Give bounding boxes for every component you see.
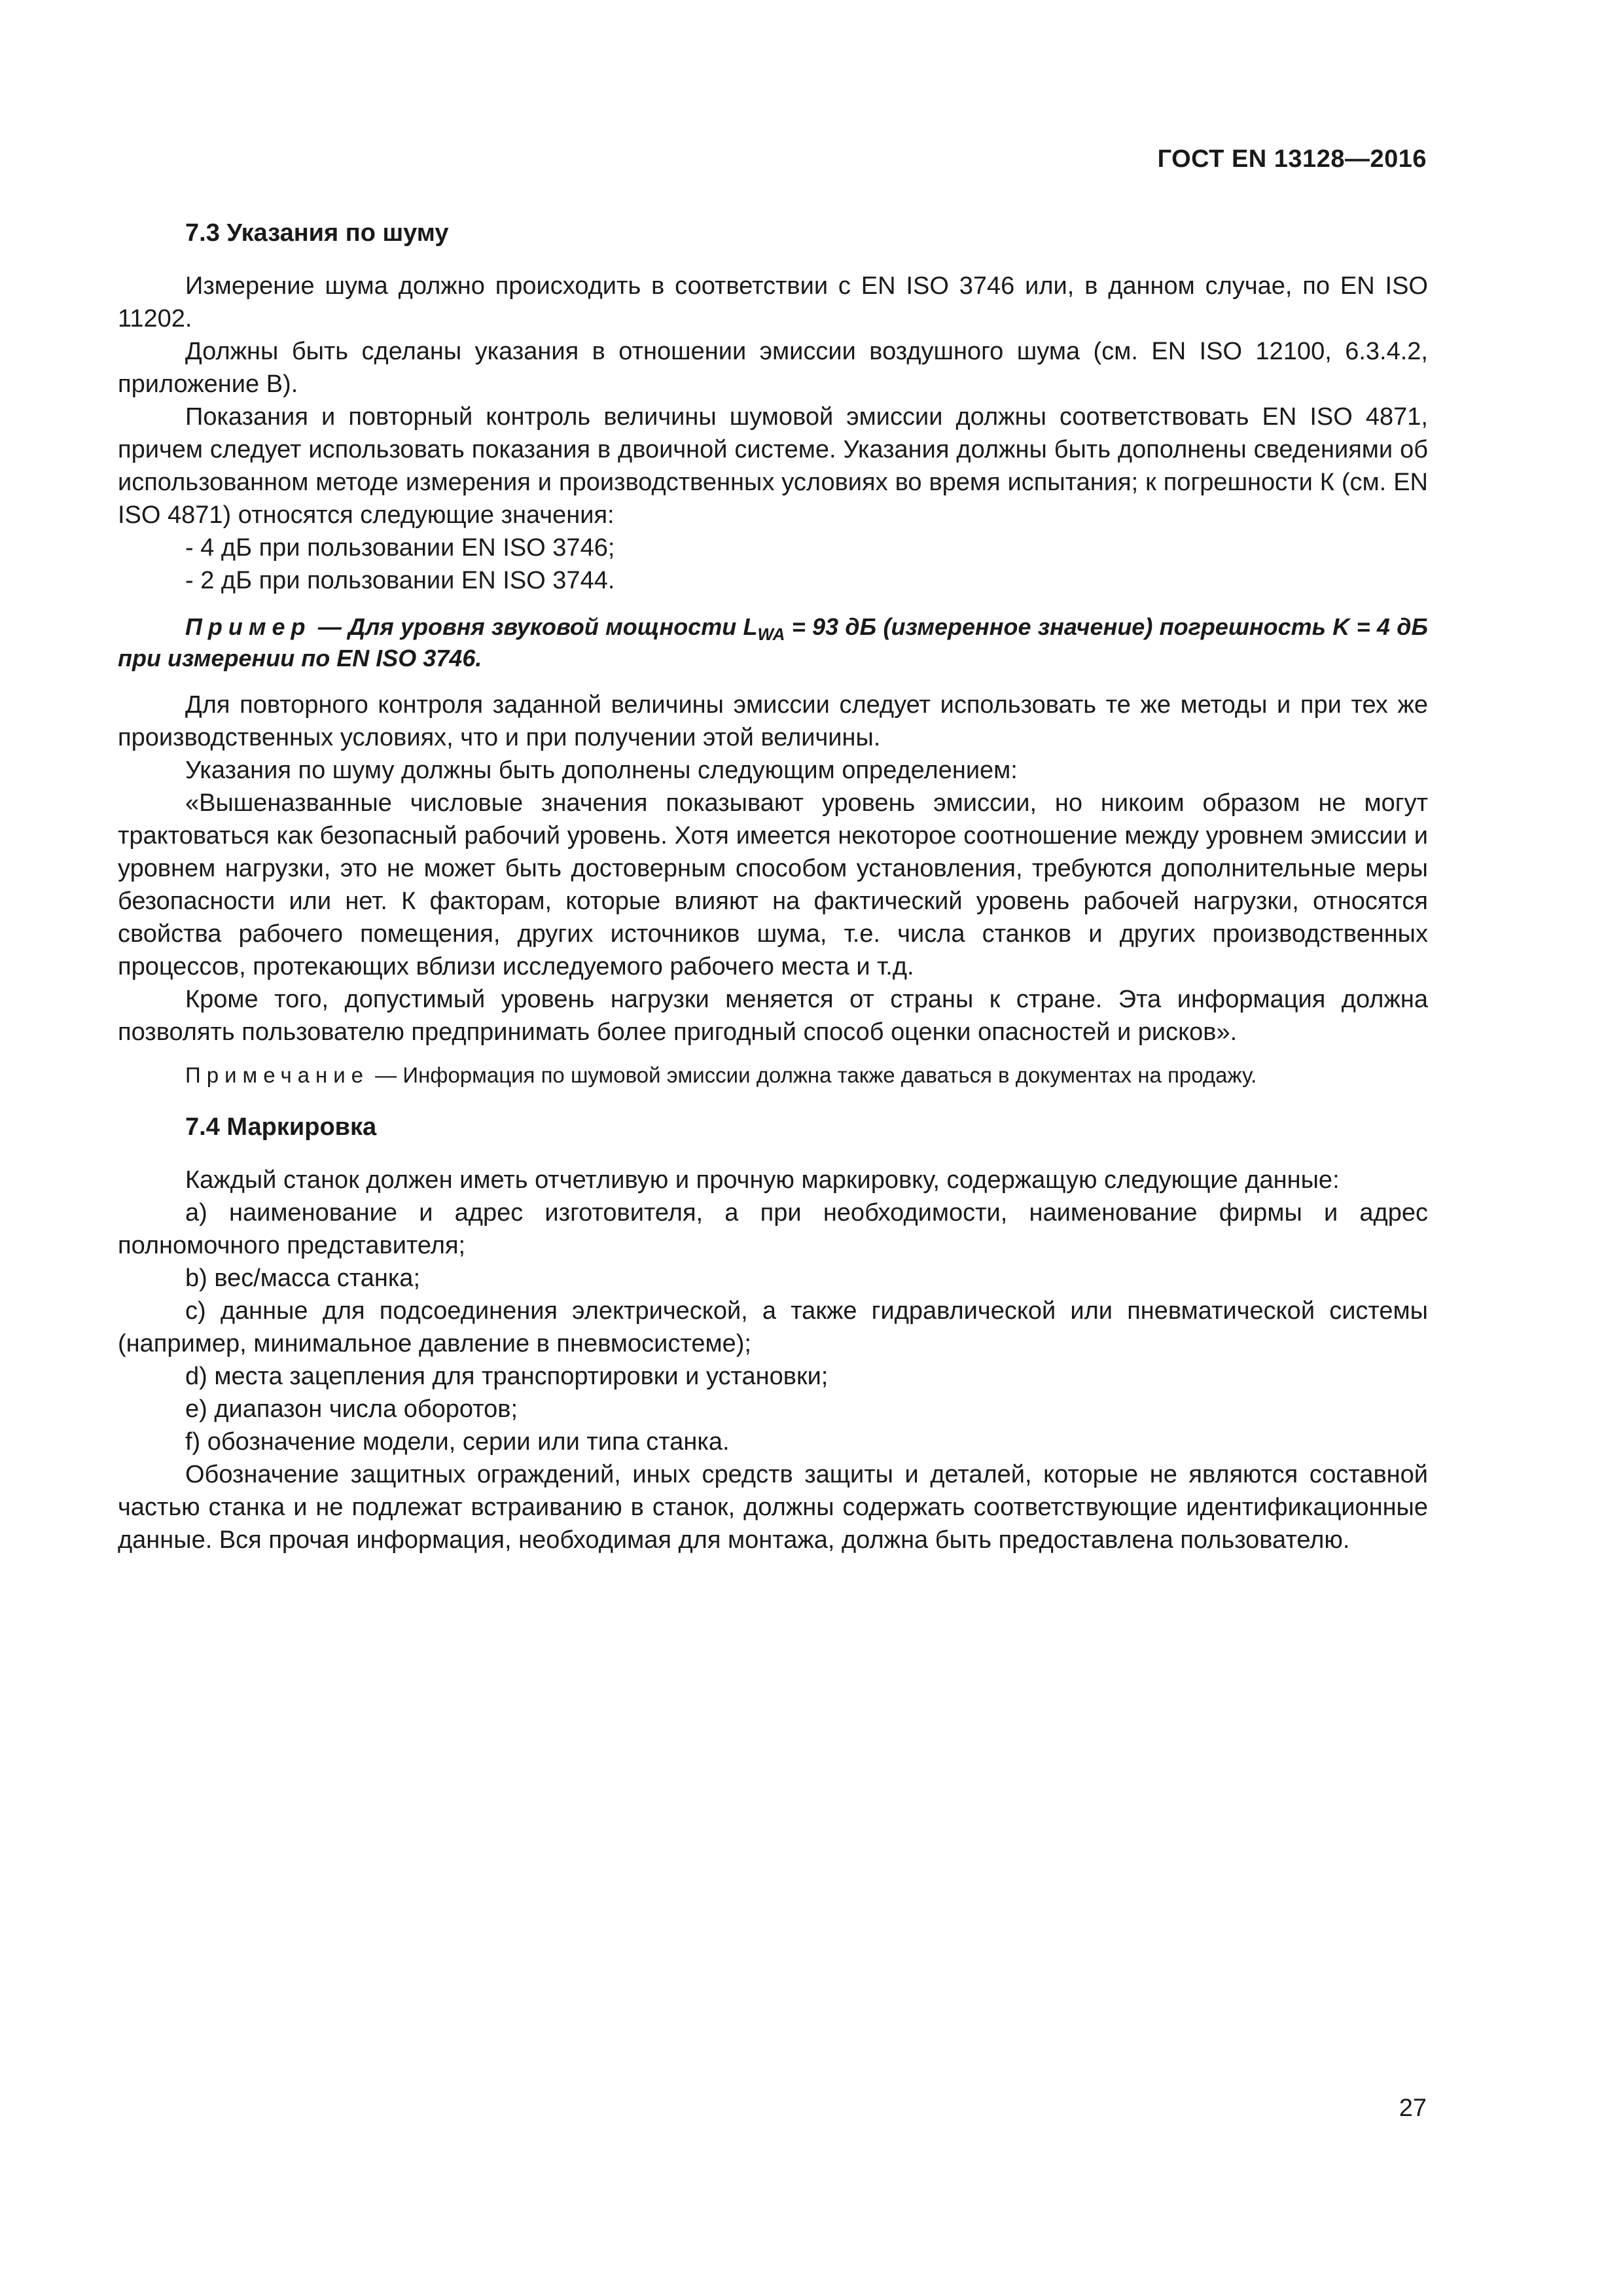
list-item: а) наименование и адрес изготовителя, а при необходимости, наименование фирмы и адрес полномочного представителя; bbox=[118, 1199, 1428, 1259]
section-title: 7.4 Маркировка bbox=[185, 1113, 377, 1141]
example-label: Пример bbox=[185, 613, 312, 640]
paragraph: Кроме того, допустимый уровень нагрузки меняется от страны к стране. Эта информация должна позволять пользователю предпринимать более пригодный способ оценки опасностей и рисков». bbox=[118, 986, 1428, 1046]
paragraph: Указания по шуму должны быть дополнены следующим определением: bbox=[185, 757, 1018, 784]
list-item: b) вес/масса станка; bbox=[185, 1265, 420, 1292]
document-id-header: ГОСТ EN 13128—2016 bbox=[1157, 145, 1427, 173]
example-subscript: WA bbox=[757, 624, 785, 644]
paragraph: Каждый станок должен иметь отчетливую и прочную маркировку, содержащую следующие данные: bbox=[185, 1166, 1340, 1194]
note-label: Примечание bbox=[185, 1063, 370, 1087]
paragraph: Измерение шума должно происходить в соответствии с EN ISO 3746 или, в данном случае, по EN ISO 11202. bbox=[118, 272, 1428, 332]
list-item: с) данные для подсоединения электрической, а также гидравлической или пневматической системы (например, минимальное давление в пневмосистеме); bbox=[118, 1297, 1428, 1357]
note-block bbox=[118, 1060, 1428, 1090]
paragraph: Должны быть сделаны указания в отношении эмиссии воздушного шума (см. EN ISO 12100, 6.3.4.2, приложение В). bbox=[118, 338, 1428, 398]
paragraph: Обозначение защитных ограждений, иных средств защиты и деталей, которые не являются составной частью станка и не подлежат встраиванию в станок, должны содержать соответствующие идентификационные данные. Вся прочая информация, необходимая для монтажа, должна быть предоставлена пользователю. bbox=[118, 1461, 1428, 1554]
paragraph: Для повторного контроля заданной величины эмиссии следует использовать те же методы и при тех же производственных условиях, что и при получении этой величины. bbox=[118, 691, 1428, 751]
example-text-after: = 93 дБ (измеренное значение) погрешность K = 4 дБ при измерении по EN ISO 3746. bbox=[118, 613, 1428, 672]
example-text-before: — Для уровня звуковой мощности L bbox=[311, 613, 758, 640]
section-7-4 bbox=[118, 1110, 1428, 1556]
list-item: е) диапазон числа оборотов; bbox=[185, 1395, 518, 1423]
section-title: 7.3 Указания по шуму bbox=[185, 219, 449, 247]
paragraph: «Вышеназванные числовые значения показывают уровень эмиссии, но никоим образом не могут трактоваться как безопасный рабочий уровень. Хотя имеется некоторое соотношение между уровнем эмиссии и уровнем нагрузки, это не может быть достоверным способом установления, требуются дополнительные меры безопасности или нет. К факторам, которые влияют на фактический уровень рабочей нагрузки, относятся свойства рабочего помещения, других источников шума, т.е. числа станков и других производственных процессов, протекающих вблизи исследуемого рабочего места и т.д. bbox=[118, 789, 1428, 980]
example-block bbox=[118, 611, 1428, 674]
main-content bbox=[118, 216, 1428, 1556]
note-text: — Информация по шумовой эмиссии должна также даваться в документах на продажу. bbox=[369, 1063, 1257, 1087]
section-7-3 bbox=[118, 216, 1428, 1090]
page-number: 27 bbox=[1399, 2094, 1427, 2122]
list-item: - 4 дБ при пользовании EN ISO 3746; bbox=[185, 534, 615, 562]
list-item: d) места зацепления для транспортировки и установки; bbox=[185, 1363, 829, 1390]
list-item: f) обозначение модели, серии или типа станка. bbox=[185, 1428, 730, 1456]
paragraph: Показания и повторный контроль величины шумовой эмиссии должны соответствовать EN ISO 4871, причем следует использовать показания в двоичной системе. Указания должны быть дополнены сведениями об использованном методе измерения и производственных условиях во время испытания; к погрешности К (см. EN ISO 4871) относятся следующие значения: bbox=[118, 403, 1428, 529]
list-item: - 2 дБ при пользовании EN ISO 3744. bbox=[185, 567, 615, 594]
